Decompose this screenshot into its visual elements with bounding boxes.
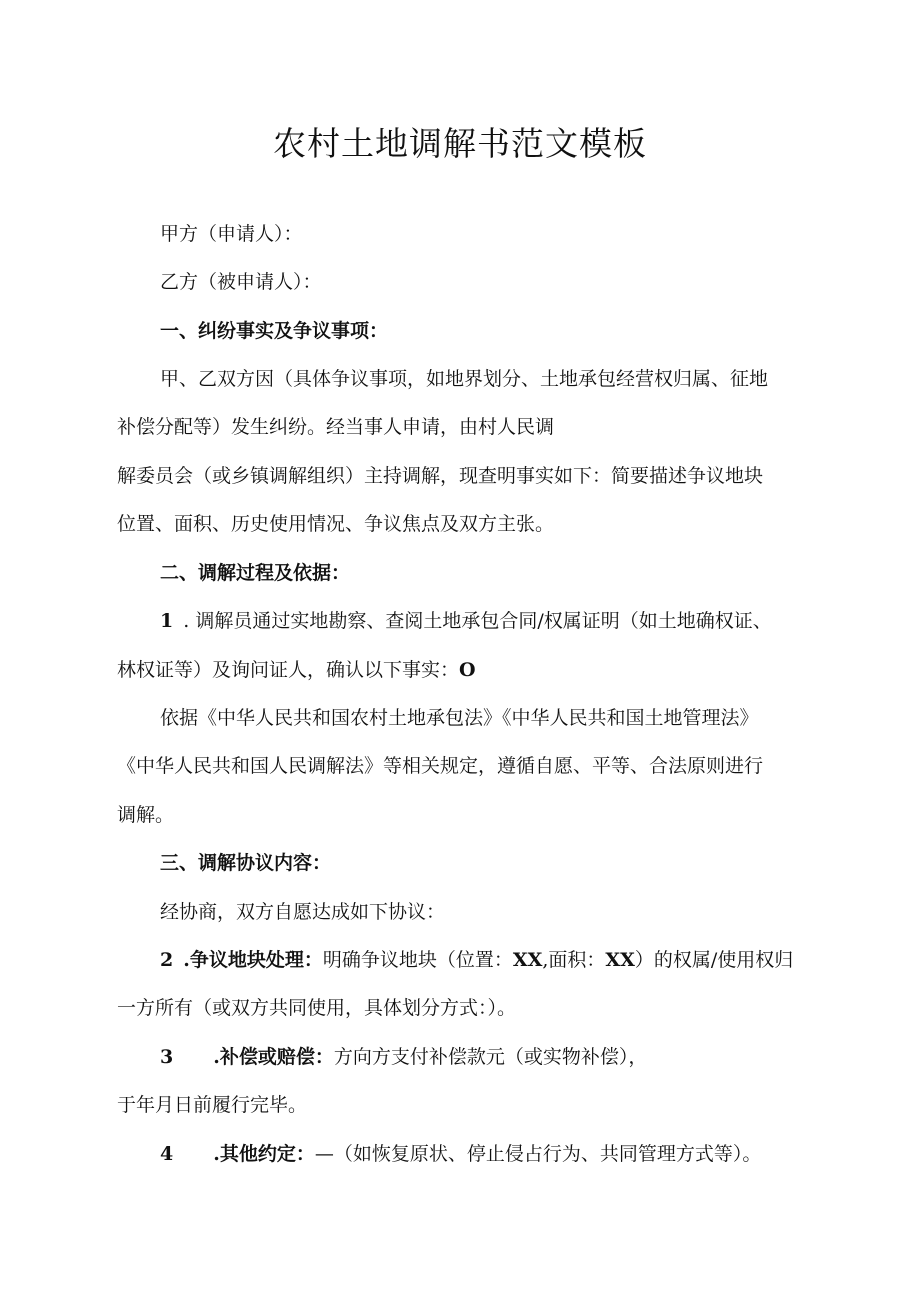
item1-text: . 调解员通过实地勘察、查阅土地承包合同/权属证明（如土地确权证、	[183, 610, 772, 632]
item2-number: 2	[160, 949, 174, 971]
item3-label: .补偿或赔偿：	[213, 1046, 334, 1068]
item1-line2-mark: O	[459, 659, 476, 681]
party-a-line: 甲方（申请人）：	[160, 223, 303, 245]
item3-text: 方向方支付补偿款元（或实物补偿），	[333, 1046, 648, 1068]
item4-text: —（如恢复原状、停止侵占行为、共同管理方式等）。	[314, 1143, 762, 1165]
section1-paragraph2-line2: 位置、面积、历史使用情况、争议焦点及双方主张。	[117, 513, 555, 535]
section2-basis-line1: 依据《中华人民共和国农村土地承包法》《中华人民共和国土地管理法》	[160, 707, 759, 729]
item2-text-a: 明确争议地块（位置：	[322, 949, 513, 971]
item1-number: 1	[160, 610, 174, 632]
section3-intro: 经协商，双方自愿达成如下协议：	[160, 901, 446, 923]
item2-text-b: ,面积：	[542, 949, 606, 971]
item2-label: .争议地块处理：	[183, 949, 323, 971]
item4-label: .其他约定：	[213, 1143, 315, 1165]
section2-basis-line2: 《中华人民共和国人民调解法》等相关规定，遵循自愿、平等、合法原则进行	[117, 755, 764, 777]
section3-item2-line1	[160, 948, 793, 972]
section1-paragraph2-line1: 解委员会（或乡镇调解组织）主持调解，现查明事实如下：简要描述争议地块	[117, 465, 764, 487]
item1-line2-text: 林权证等）及询问证人，确认以下事实：	[117, 659, 460, 681]
section3-heading: 三、调解协议内容：	[160, 852, 332, 874]
section3-item4-line1	[160, 1142, 761, 1166]
section2-item1-line2	[117, 658, 476, 682]
item2-xx2: XX	[605, 949, 635, 971]
section2-item1-line1	[160, 609, 772, 633]
section3-item2-line2: 一方所有（或双方共同使用，具体划分方式：）。	[117, 997, 517, 1019]
item2-text-c: ）的权属/使用权归	[634, 949, 794, 971]
section3-item3-line1	[160, 1045, 647, 1069]
document-title: 农村土地调解书范文模板	[273, 124, 647, 163]
section1-heading: 一、纠纷事实及争议事项：	[160, 320, 389, 342]
section3-item3-line2: 于年月日前履行完毕。	[117, 1094, 308, 1116]
section1-paragraph1-line2: 补偿分配等）发生纠纷。经当事人申请，由村人民调	[117, 416, 555, 438]
party-b-line: 乙方（被申请人）：	[160, 271, 322, 293]
section2-basis-line3: 调解。	[117, 804, 175, 826]
section2-heading: 二、调解过程及依据：	[160, 562, 351, 584]
item2-xx1: XX	[512, 949, 543, 971]
section1-paragraph1-line1: 甲、乙双方因（具体争议事项，如地界划分、土地承包经营权归属、征地	[160, 368, 769, 390]
item4-number: 4	[160, 1143, 174, 1165]
item3-number: 3	[160, 1046, 174, 1068]
